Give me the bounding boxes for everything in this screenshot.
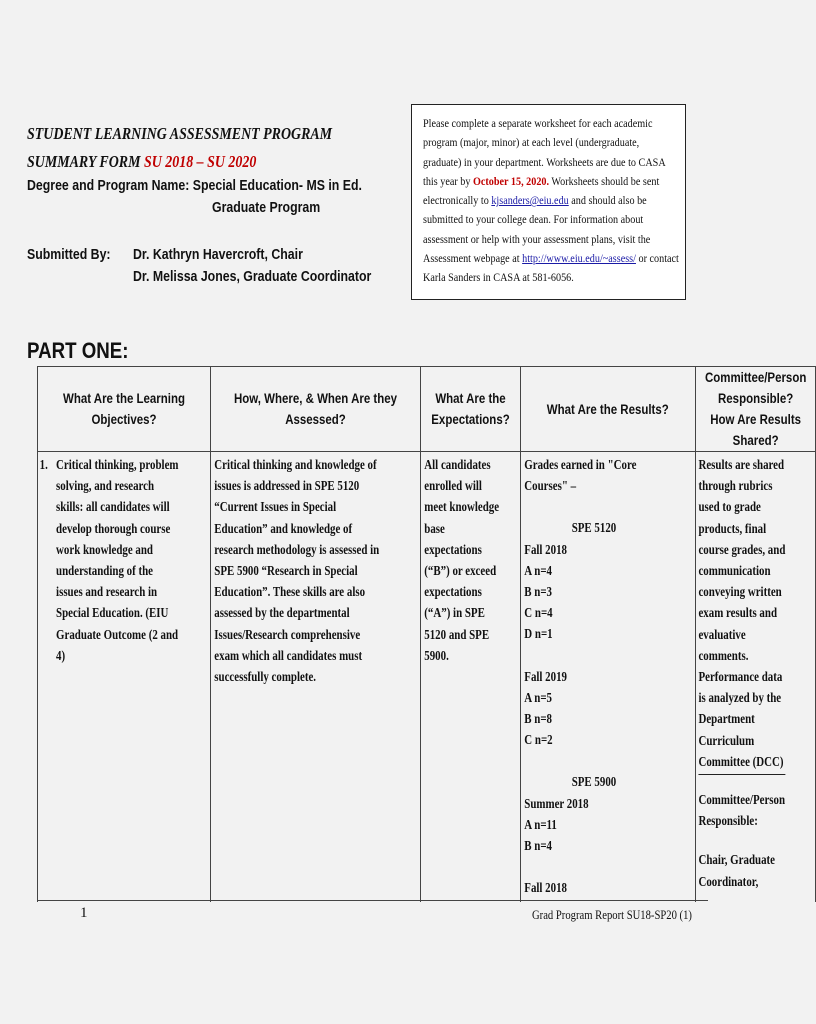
results-line: D n=1 xyxy=(524,626,553,642)
results-line: A n=11 xyxy=(524,816,557,832)
objective-text: Critical thinking, problem solving, and research skills: all candidates will develop thorough course work knowledge and understanding of the issues and research in Special Education. (EIU Graduate Outcome (2 and 4) xyxy=(56,457,179,663)
table-row xyxy=(38,452,816,903)
committee-person-label: Committee/Person Responsible: xyxy=(698,792,786,829)
objective-number: 1. xyxy=(39,457,48,472)
header-learning-objectives: What Are the Learning Objectives? xyxy=(38,367,211,452)
header-responsible: Committee/Person Responsible? How Are Results Shared? xyxy=(696,367,816,452)
results-shared-text: Results are shared through rubrics used to grade products, final course grades, and communication conveying written exam results and evaluative comments. Performance data is analyzed by the Department Curriculum Committee (DCC) xyxy=(698,457,786,769)
instructions-part4: or contact Karla Sanders in CASA at 581-6056. xyxy=(423,253,679,285)
results-course-spe5120: SPE 5120 xyxy=(571,520,617,536)
results-course-spe5900: SPE 5900 xyxy=(571,774,617,790)
results-line: A n=4 xyxy=(524,562,553,578)
expectations-text: All candidates enrolled will meet knowledge base expectations (“B”) or exceed expectations (“A”) in SPE 5120 and SPE 5900. xyxy=(424,457,500,663)
committee-person-names: Chair, Graduate Coordinator, xyxy=(698,852,776,889)
submitter-coordinator: Dr. Melissa Jones, Graduate Coordinator xyxy=(133,269,372,285)
submitter-chair: Dr. Kathryn Havercroft, Chair xyxy=(133,247,303,263)
table-header-row xyxy=(38,367,816,452)
form-title-dates: SU 2018 – SU 2020 xyxy=(143,152,257,171)
results-line: B n=8 xyxy=(524,711,553,727)
instructions-text xyxy=(423,115,680,289)
report-label: Grad Program Report SU18-SP20 (1) xyxy=(532,908,692,922)
header-results: What Are the Results? xyxy=(521,367,696,452)
cell-expectations xyxy=(421,452,521,903)
results-line: A n=5 xyxy=(524,689,553,705)
submitted-by-label: Submitted By: xyxy=(27,247,111,263)
due-date: October 15, 2020. xyxy=(472,175,550,188)
results-line: B n=3 xyxy=(524,584,553,600)
degree-program-name-cont: Graduate Program xyxy=(212,200,321,216)
form-title-line1: STUDENT LEARNING ASSESSMENT PROGRAM xyxy=(27,124,333,143)
cell-responsible xyxy=(696,452,816,903)
part-one-heading: PART ONE: xyxy=(27,338,129,363)
instructions-part3: and should also be submitted to your college dean. For information about assessment or help with your assessment plans, visit the Assessment webpage at xyxy=(423,195,651,266)
footer-divider xyxy=(37,900,708,901)
results-line: B n=4 xyxy=(524,838,553,854)
email-link[interactable]: kjsanders@eiu.edu xyxy=(491,195,569,208)
assessment-webpage-link[interactable]: http://www.eiu.edu/~assess/ xyxy=(522,253,636,266)
instructions-part2: Worksheets should be sent electronically to xyxy=(423,175,660,208)
degree-program-name: Degree and Program Name: Special Education- MS in Ed. xyxy=(27,178,362,194)
results-term-fall2019: Fall 2019 xyxy=(524,668,567,684)
header-assessed: How, Where, & When Are they Assessed? xyxy=(211,367,421,452)
results-intro: Grades earned in "Core Courses" – xyxy=(524,457,637,494)
cell-assessed xyxy=(211,452,421,903)
form-title-prefix: SUMMARY FORM xyxy=(27,152,141,171)
results-line: C n=4 xyxy=(524,605,553,621)
form-title-line2 xyxy=(27,152,256,172)
instructions-box xyxy=(411,104,686,300)
assessed-text: Critical thinking and knowledge of issues is addressed in SPE 5120 “Current Issues in Special Education” and knowledge of research methodology is assessed in SPE 5900 “Research in Special Education”. These skills are also assessed by the departmental Issues/Research comprehensive exam which all candidates must successfully complete. xyxy=(214,457,380,685)
results-term-fall2018: Fall 2018 xyxy=(524,541,567,557)
cell-results xyxy=(521,452,696,903)
header-expectations: What Are the Expectations? xyxy=(421,367,521,452)
assessment-table xyxy=(37,366,816,902)
instructions-part1: Please complete a separate worksheet for each academic program (major, minor) at each level (undergraduate, graduate) in your department. Worksheets are due to CASA this year by xyxy=(423,118,666,188)
page-number: 1 xyxy=(80,905,88,921)
results-term-fall2018-spe5900: Fall 2018 xyxy=(524,880,567,896)
cell-objective xyxy=(38,452,211,903)
results-term-summer2018: Summer 2018 xyxy=(524,795,589,811)
results-line: C n=2 xyxy=(524,732,553,748)
